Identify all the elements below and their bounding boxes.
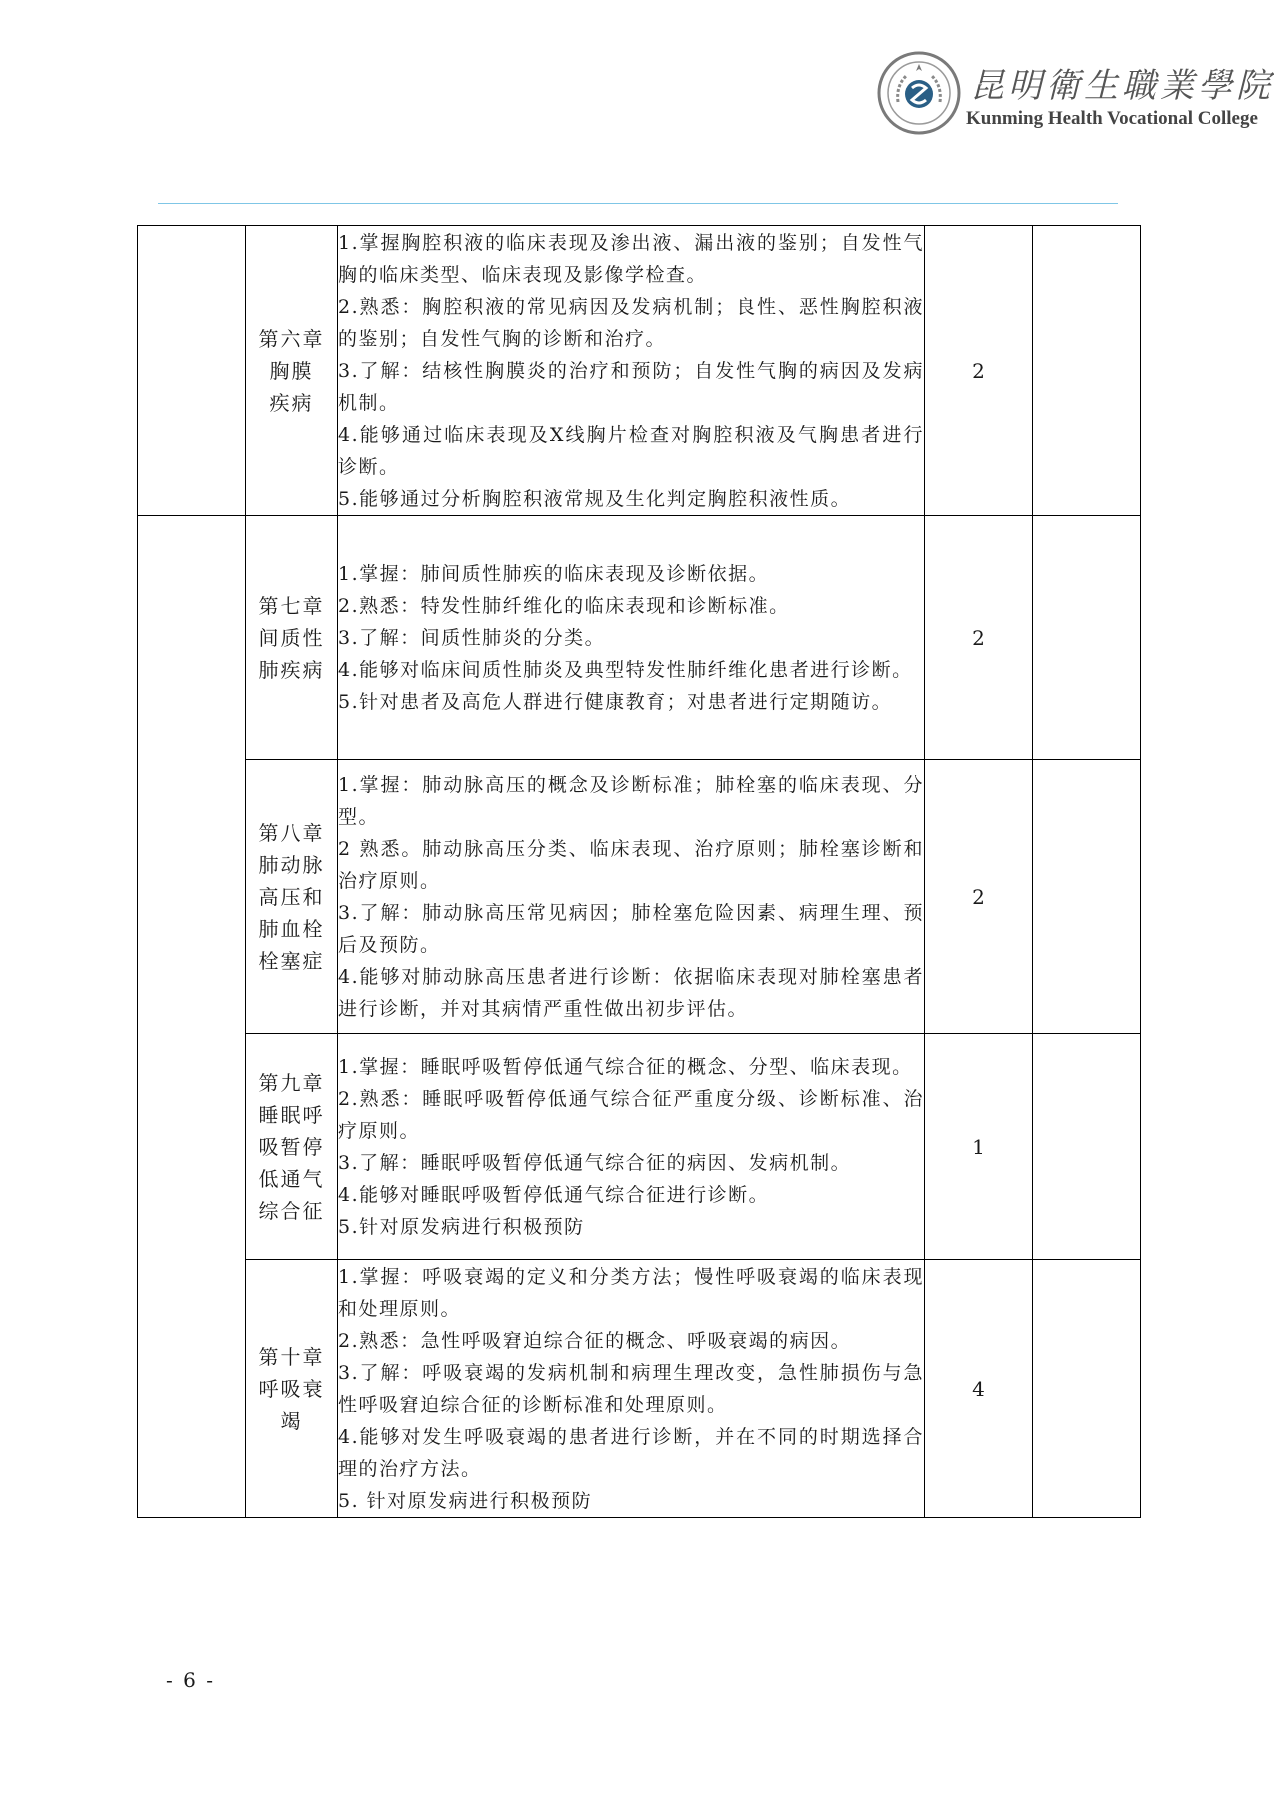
chapter-title-cell <box>246 1034 338 1260</box>
objective-item: 3.了解：肺动脉高压常见病因；肺栓塞危险因素、病理生理、预后及预防。 <box>338 901 924 956</box>
chapter-title-line: 第九章 <box>258 1070 325 1095</box>
chapter-title-line: 胸膜 <box>269 358 314 383</box>
chapter-title-line: 竭 <box>280 1408 303 1433</box>
module-cell <box>138 516 246 1518</box>
table-row <box>138 1260 1141 1518</box>
table-row <box>138 1034 1141 1260</box>
college-name-cn: 昆明衛生職業學院 <box>970 66 1274 106</box>
objective-item: 2.熟悉：特发性肺纤维化的临床表现和诊断标准。 <box>338 594 790 617</box>
chapter-title-line: 高压和 <box>258 884 325 909</box>
objective-item: 1.掌握：呼吸衰竭的定义和分类方法；慢性呼吸衰竭的临床表现和处理原则。 <box>338 1265 924 1320</box>
table-row <box>138 516 1141 760</box>
remarks-cell <box>1033 516 1141 760</box>
chapter-title-line: 间质性 <box>258 625 325 650</box>
remarks-cell <box>1033 1034 1141 1260</box>
chapter-title-line: 第六章 <box>258 326 325 351</box>
objective-item: 4.能够通过临床表现及X线胸片检查对胸腔积液及气胸患者进行诊断。 <box>338 423 924 478</box>
page-number: - 6 - <box>166 1668 215 1692</box>
hours-cell: 2 <box>925 760 1033 1034</box>
college-name-en: Kunming Health Vocational College <box>966 108 1258 129</box>
objective-item: 2.熟悉：急性呼吸窘迫综合征的概念、呼吸衰竭的病因。 <box>338 1329 852 1352</box>
objective-item: 5.针对患者及高危人群进行健康教育；对患者进行定期随访。 <box>338 690 893 713</box>
page-header <box>0 0 1274 210</box>
objective-item: 2 熟悉。肺动脉高压分类、临床表现、治疗原则；肺栓塞诊断和治疗原则。 <box>338 837 924 892</box>
chapter-title-cell <box>246 760 338 1034</box>
chapter-title-line: 肺动脉 <box>258 852 325 877</box>
objective-item: 1.掌握：肺动脉高压的概念及诊断标准；肺栓塞的临床表现、分型。 <box>338 773 924 828</box>
chapter-title-line: 低通气 <box>258 1166 325 1191</box>
chapter-title-cell <box>246 226 338 516</box>
chapter-title-line: 第八章 <box>258 820 325 845</box>
objective-item: 2.熟悉：睡眠呼吸暂停低通气综合征严重度分级、诊断标准、治疗原则。 <box>338 1087 924 1142</box>
table-row <box>138 226 1141 516</box>
objective-item: 4.能够对临床间质性肺炎及典型特发性肺纤维化患者进行诊断。 <box>338 658 913 681</box>
objective-item: 4.能够对肺动脉高压患者进行诊断：依据临床表现对肺栓塞患者进行诊断，并对其病情严重性做出初步评估。 <box>338 965 924 1020</box>
objective-item: 1.掌握：肺间质性肺疾的临床表现及诊断依据。 <box>338 562 770 585</box>
objectives-cell <box>338 1034 925 1260</box>
objectives-cell <box>338 226 925 516</box>
objective-item: 1.掌握：睡眠呼吸暂停低通气综合征的概念、分型、临床表现。 <box>338 1055 913 1078</box>
chapter-title-line: 第十章 <box>258 1344 325 1369</box>
chapter-title-cell <box>246 516 338 760</box>
college-seal-icon <box>876 50 962 136</box>
objectives-cell <box>338 760 925 1034</box>
chapter-title-line: 睡眠呼 <box>258 1102 325 1127</box>
objective-item: 3.了解：呼吸衰竭的发病机制和病理生理改变，急性肺损伤与急性呼吸窘迫综合征的诊断标准和处理原则。 <box>338 1361 924 1416</box>
chapter-title-line: 疾病 <box>269 390 314 415</box>
objective-item: 3.了解：睡眠呼吸暂停低通气综合征的病因、发病机制。 <box>338 1151 852 1174</box>
objective-item: 4.能够对睡眠呼吸暂停低通气综合征进行诊断。 <box>338 1183 770 1206</box>
remarks-cell <box>1033 226 1141 516</box>
objective-item: 5.针对原发病进行积极预防 <box>338 1215 585 1238</box>
chapter-title-line: 第七章 <box>258 593 325 618</box>
objective-item: 5. 针对原发病进行积极预防 <box>338 1489 593 1512</box>
objectives-cell <box>338 516 925 760</box>
table-row <box>138 760 1141 1034</box>
objective-item: 5.能够通过分析胸腔积液常规及生化判定胸腔积液性质。 <box>338 487 852 510</box>
syllabus-table <box>137 225 1141 1518</box>
hours-cell: 2 <box>925 226 1033 516</box>
objective-item: 1.掌握胸腔积液的临床表现及渗出液、漏出液的鉴别；自发性气胸的临床类型、临床表现及影像学检查。 <box>338 231 924 286</box>
chapter-title-line: 栓塞症 <box>258 948 325 973</box>
chapter-title-line: 肺血栓 <box>258 916 325 941</box>
chapter-title-line: 呼吸衰 <box>258 1376 325 1401</box>
module-cell <box>138 226 246 516</box>
objective-item: 4.能够对发生呼吸衰竭的患者进行诊断，并在不同的时期选择合理的治疗方法。 <box>338 1425 924 1480</box>
hours-cell: 4 <box>925 1260 1033 1518</box>
objectives-cell <box>338 1260 925 1518</box>
objective-item: 3.了解：间质性肺炎的分类。 <box>338 626 606 649</box>
remarks-cell <box>1033 760 1141 1034</box>
chapter-title-line: 吸暂停 <box>258 1134 325 1159</box>
hours-cell: 2 <box>925 516 1033 760</box>
chapter-title-cell <box>246 1260 338 1518</box>
hours-cell: 1 <box>925 1034 1033 1260</box>
remarks-cell <box>1033 1260 1141 1518</box>
chapter-title-line: 肺疾病 <box>258 657 325 682</box>
objective-item: 2.熟悉：胸腔积液的常见病因及发病机制；良性、恶性胸腔积液的鉴别；自发性气胸的诊断和治疗。 <box>338 295 924 350</box>
header-divider <box>158 203 1118 204</box>
chapter-title-line: 综合征 <box>258 1198 325 1223</box>
objective-item: 3.了解：结核性胸膜炎的治疗和预防；自发性气胸的病因及发病机制。 <box>338 359 924 414</box>
